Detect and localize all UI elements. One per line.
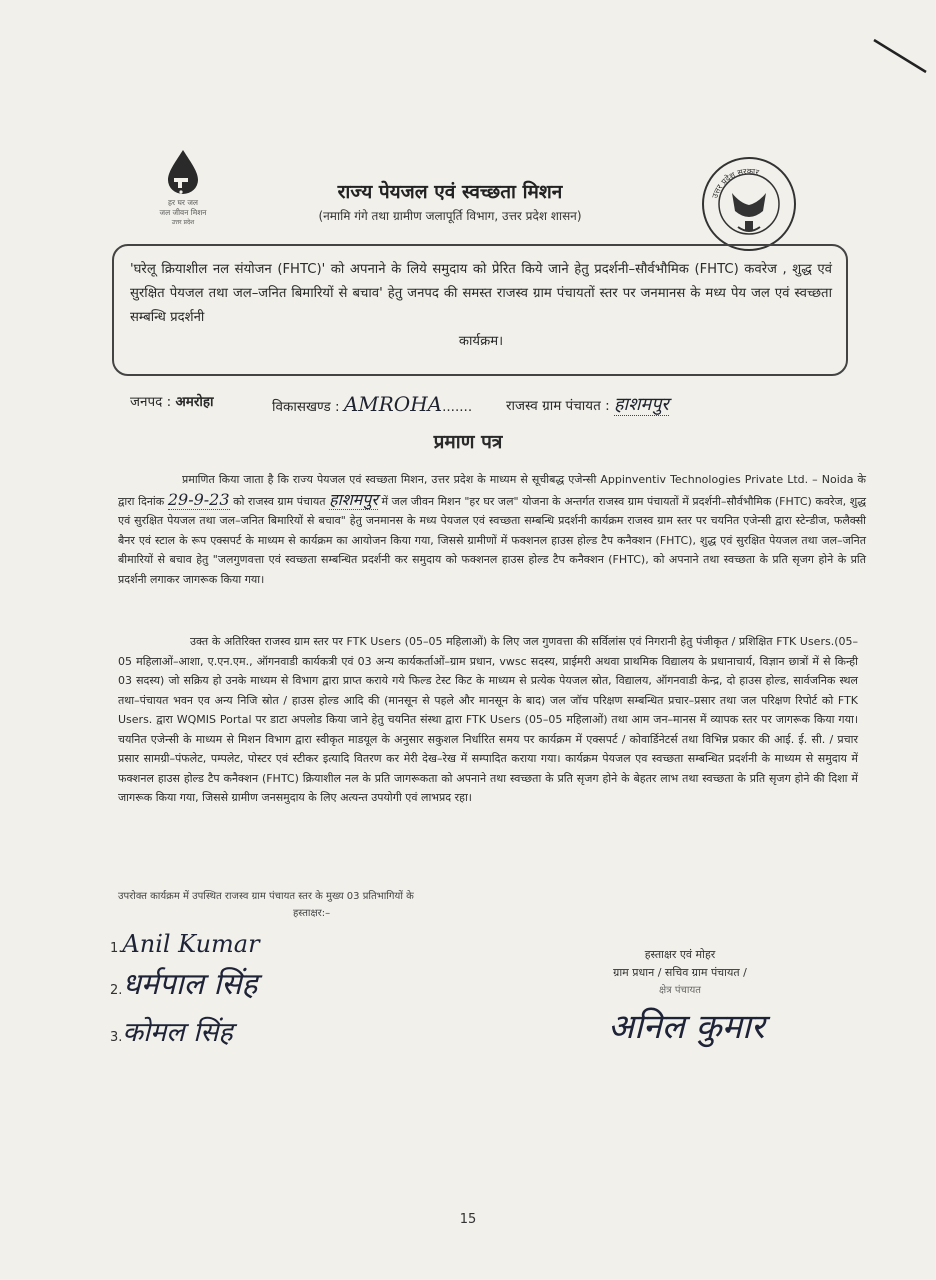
signatory-designation: ग्राम प्रधान / सचिव ग्राम पंचायत /	[613, 966, 747, 979]
signature-3-text: कोमल सिंह	[122, 1017, 233, 1048]
district-label: जनपद :	[130, 394, 172, 410]
participant-signature-1	[110, 930, 260, 958]
program-gram-panchayat: हाशमपुर	[329, 489, 378, 509]
water-drop-icon	[138, 148, 228, 196]
p1-part-1: प्रमाणित किया जाता है कि राज्य पेयजल एवं स्वच्छता मिशन, उत्तर प्रदेश के माध्यम से सूचीबद्ध एजेन्सी Appinventiv Technologies Private Ltd. – Noida के द्वारा दिनांक	[118, 473, 866, 508]
signature-2-text: धर्मपाल सिंह	[122, 967, 258, 1002]
signature-intro-line-2: हस्ताक्षर:–	[293, 908, 331, 919]
pradhan-signature-block	[555, 946, 805, 1000]
certificate-paragraph-1	[118, 470, 866, 589]
logo-line-1: हर घर जल	[168, 198, 198, 207]
participant-signature-3	[110, 1012, 233, 1049]
corner-pen-mark	[872, 38, 928, 74]
page-number: 15	[459, 1212, 477, 1227]
participants-signature-intro	[118, 888, 518, 922]
participant-number-2: 2.	[110, 983, 123, 998]
p1-part-2: को राजस्व ग्राम पंचायत	[233, 494, 326, 508]
gram-panchayat-value: हाशमपुर	[613, 394, 669, 415]
svg-text:उत्तर प्रदेश सरकार	[710, 167, 760, 200]
block-field	[272, 392, 472, 416]
programme-description: 'घरेलू क्रियाशील नल संयोजन (FHTC)' को अपनाने के लिये समुदाय को प्रेरित किये जाने हेतु प्रदर्शनी–सौर्वभौमिक (FHTC) कवरेज , शुद्ध एवं सुरक्षित पेयजल तथा जल–जनित बिमारियों से बचाव' हेतु जनपद की समस्त राजस्व ग्राम पंचायतों स्तर पर जनमानस के मध्य पेय जल एवं स्वच्छता सम्बन्धि प्रदर्शनी	[130, 262, 832, 325]
program-date: 29-9-23	[167, 489, 230, 509]
district-value: अमरोहा	[175, 394, 214, 410]
signature-1-text: Anil Kumar	[122, 930, 260, 958]
signature-intro-line-1: उपरोक्त कार्यक्रम में उपस्थित राजस्व ग्राम पंचायत स्तर के मुख्य 03 प्रतिभागियों के	[118, 891, 414, 902]
participant-number-3: 3.	[110, 1030, 123, 1045]
participant-number-1: 1.	[110, 941, 123, 956]
participant-signature-2	[110, 962, 257, 1003]
block-label: विकासखण्ड :	[272, 399, 340, 415]
page-title: राज्य पेयजल एवं स्वच्छता मिशन	[337, 181, 563, 203]
programme-description-box	[112, 244, 848, 376]
logo-line-2: जल जीवन मिशन	[159, 208, 207, 217]
pradhan-signature: अनिल कुमार	[608, 1007, 765, 1047]
certificate-heading: प्रमाण पत्र	[433, 431, 503, 453]
programme-description-end: कार्यक्रम।	[458, 334, 504, 349]
up-govt-emblem-icon	[700, 155, 798, 253]
emblem-text: उत्तर प्रदेश सरकार	[710, 166, 760, 200]
har-ghar-jal-logo	[138, 148, 228, 228]
signature-and-seal-label: हस्ताक्षर एवं मोहर	[644, 948, 716, 961]
block-value: AMROHA	[343, 392, 443, 416]
signatory-designation-2: क्षेत्र पंचायत	[659, 985, 701, 996]
logo-line-3: उत्तर प्रदेश	[171, 219, 195, 226]
page-subtitle: (नमामि गंगे तथा ग्रामीण जलापूर्ति विभाग, उत्तर प्रदेश शासन)	[318, 209, 582, 223]
certificate-paragraph-2: उक्त के अतिरिक्त राजस्व ग्राम स्तर पर FTK Users (05–05 महिलाओं) के लिए जल गुणवत्ता की सर्विलांस एवं निगरानी हेतु पंजीकृत / प्रशिक्षित FTK Users.(05–05 महिलाओं–आशा, ए.एन.एम., ऑगनवाडी कार्यकत्री एवं 03 अन्य कार्यकर्ताओं–ग्राम प्रधान, vwsc सदस्य, प्राईमरी अथवा प्राथमिक विद्यालय के प्रधानाचार्य, विज्ञान छात्रों में से किन्ही 03 सदस्य) जो सक्रिय हो उनके माध्यम से विभाग द्वारा प्राप्त कराये गये फिल्ड टेस्ट किट के माध्यम से प्रत्येक पेयजल स्रोत, विद्यालय, ऑगनवाडी केन्द्र, दो हाउस होल्ड, सार्वजनिक स्थल तथा–पंचायत भवन एव अन्य निजि स्रोत / हाउस होल्ड आदि की (मानसून से पहले और मानसून के बाद) जल जॉच परिक्षण सम्बन्धित प्रचार–प्रसार तथा जल परिक्षण रिपोर्ट को FTK Users. द्वारा WQMIS Portal पर डाटा अपलोड किया जाने हेतु चयनित संस्था द्वारा FTK Users (05–05 महिलाओं) तथा आम जन–मानस में व्यापक स्तर पर जागरूक किया गया। चयनित एजेन्सी के माध्यम से मिशन विभाग द्वारा स्वीकृत माडयूल के अनुसार सकुशल निर्धारित समय पर कार्यक्रम में एक्सपर्ट / कोवार्डिनेटर्स तथा विभिन्न प्रकार की आई. ई. सी. / प्रचार प्रसार सामग्री–पंफलेट, पम्पलेट, पोस्टर एवं स्टीकर इत्यादि वितरण कर मेरी देख–रेख में सम्पादित कराया गया। कार्यक्रम पेयजल एव स्वच्छता सम्बन्धित प्रदर्शनी के माध्यम से समुदाय में फक्शनल हाउस होल्ड टैप कनैक्शन (FHTC) क्रियाशील नल के प्रति जागरूकता को अपनाने तथा स्वच्छता के प्रति सृजग होने के बेहतर लाभ तथा स्वच्छता के प्रति सृजग होने की दिशा में जागरूक किया गया, जिससे ग्रामीण जनसमुदाय के लिए अत्यन्त उपयोगी एवं लाभप्रद रहा।	[118, 635, 858, 804]
p1-part-3: में जल जीवन मिशन "हर घर जल" योजना के अन्तर्गत राजस्व ग्राम पंचायतों में प्रदर्शनी–सौर्वभौमिक (FHTC) कवरेज, शुद्ध एवं सुरक्षित पेयजल तथा जल–जनित बिमारियों से बचाव" हेतु जनमानस के मध्य पेयजल एवं स्वच्छता सम्बन्धि प्रदर्शनी कार्यक्रम राजस्व ग्राम स्तर पर चयनित एजेन्सी द्वारा स्टेन्डीज, फलैक्सी बैनर एवं स्टाल के रूप एक्सपर्ट के माध्यम से कार्यक्रम का आयोजन किया गया, जिससे ग्रामीणों में फक्शनल हाउस होल्ड टैप कनैक्शन (FHTC), शुद्ध एवं सुरक्षित पेयजल तथा जल–जनित बीमारियों से बचाव हेतु "जलगुणवत्ता एवं स्वच्छता सम्बन्धित प्रदर्शनी कर समुदाय को फक्शनल हाउस होल्ड टैप कनैक्शन (FHTC), को अपनाने तथा स्वच्छता के प्रति सृजग होने के प्रति प्रदर्शनी लगाकर जागरूक किया गया।	[118, 494, 867, 586]
block-dots: .......	[442, 399, 473, 415]
gram-panchayat-label: राजस्व ग्राम पंचायत :	[506, 398, 610, 414]
district-field	[130, 392, 214, 410]
gram-panchayat-field	[506, 392, 669, 416]
